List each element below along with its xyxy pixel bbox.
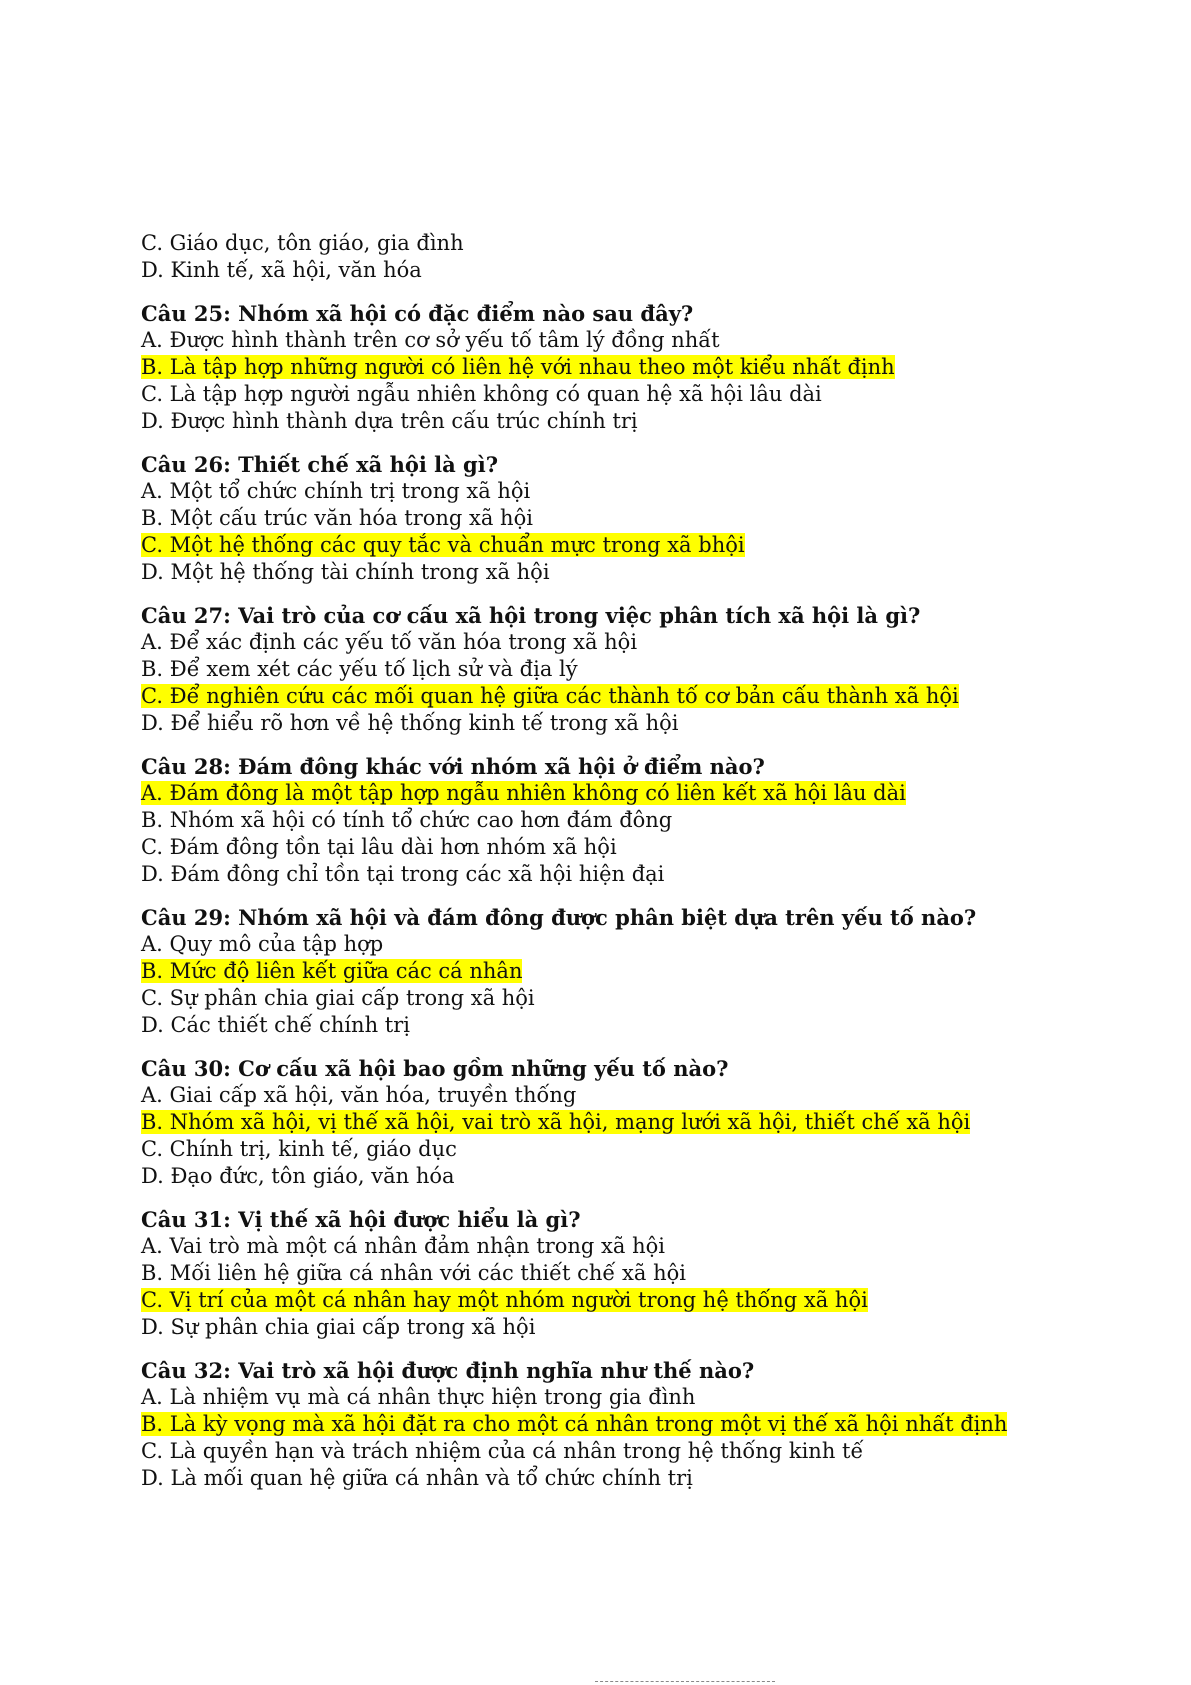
option-text: B. Là tập hợp những người có liên hệ với nhau theo một kiểu nhất định xyxy=(141,355,895,379)
question-title: Câu 29: Nhóm xã hội và đám đông được phân biệt dựa trên yếu tố nào? xyxy=(141,905,977,930)
option-text: D. Đám đông chỉ tồn tại trong các xã hội hiện đại xyxy=(141,862,665,886)
answer-option xyxy=(141,1465,1081,1492)
answer-option xyxy=(141,985,1081,1012)
answer-option xyxy=(141,1012,1081,1039)
answer-option xyxy=(141,1136,1081,1163)
option-text: A. Đám đông là một tập hợp ngẫu nhiên không có liên kết xã hội lâu dài xyxy=(141,781,906,805)
option-text: B. Là kỳ vọng mà xã hội đặt ra cho một cá nhân trong một vị thế xã hội nhất định xyxy=(141,1412,1008,1436)
question-title: Câu 26: Thiết chế xã hội là gì? xyxy=(141,452,499,477)
option-text: C. Sự phân chia giai cấp trong xã hội xyxy=(141,986,535,1010)
question-title: Câu 32: Vai trò xã hội được định nghĩa như thế nào? xyxy=(141,1358,755,1383)
option-text: B. Mức độ liên kết giữa các cá nhân xyxy=(141,959,523,983)
document-page xyxy=(141,230,1081,1492)
lead-options xyxy=(141,230,1081,284)
option-text: B. Để xem xét các yếu tố lịch sử và địa lý xyxy=(141,657,578,681)
question-list xyxy=(141,300,1081,1492)
option-text: C. Là quyền hạn và trách nhiệm của cá nhân trong hệ thống kinh tế xyxy=(141,1439,864,1463)
answer-option-highlighted xyxy=(141,780,1081,807)
answer-option xyxy=(141,1082,1081,1109)
answer-option-highlighted xyxy=(141,1109,1081,1136)
answer-option-highlighted xyxy=(141,1287,1081,1314)
option-text: D. Một hệ thống tài chính trong xã hội xyxy=(141,560,550,584)
option-text: A. Là nhiệm vụ mà cá nhân thực hiện trong gia đình xyxy=(141,1385,696,1409)
answer-option-highlighted xyxy=(141,1411,1081,1438)
answer-option xyxy=(141,478,1081,505)
option-text: C. Vị trí của một cá nhân hay một nhóm người trong hệ thống xã hội xyxy=(141,1288,868,1312)
answer-option-highlighted xyxy=(141,683,1081,710)
answer-option xyxy=(141,1260,1081,1287)
option-text: D. Để hiểu rõ hơn về hệ thống kinh tế trong xã hội xyxy=(141,711,679,735)
option-text: D. Đạo đức, tôn giáo, văn hóa xyxy=(141,1164,455,1188)
answer-option-highlighted xyxy=(141,958,1081,985)
answer-option xyxy=(141,1163,1081,1190)
option-text: D. Các thiết chế chính trị xyxy=(141,1013,410,1037)
answer-option xyxy=(141,327,1081,354)
option-text: B. Nhóm xã hội có tính tổ chức cao hơn đám đông xyxy=(141,808,673,832)
question-block xyxy=(141,1357,1081,1492)
question-title: Câu 30: Cơ cấu xã hội bao gồm những yếu tố nào? xyxy=(141,1056,729,1081)
option-text: C. Là tập hợp người ngẫu nhiên không có quan hệ xã hội lâu dài xyxy=(141,382,822,406)
answer-option xyxy=(141,861,1081,888)
option-text: D. Là mối quan hệ giữa cá nhân và tổ chức chính trị xyxy=(141,1466,693,1490)
answer-option xyxy=(141,629,1081,656)
option-text: A. Để xác định các yếu tố văn hóa trong xã hội xyxy=(141,630,638,654)
option-text: A. Được hình thành trên cơ sở yếu tố tâm lý đồng nhất xyxy=(141,328,720,352)
question-block xyxy=(141,300,1081,435)
option-text: D. Sự phân chia giai cấp trong xã hội xyxy=(141,1315,536,1339)
answer-option xyxy=(141,656,1081,683)
option-text: B. Một cấu trúc văn hóa trong xã hội xyxy=(141,506,533,530)
answer-option xyxy=(141,1314,1081,1341)
answer-option xyxy=(141,1384,1081,1411)
answer-option xyxy=(141,710,1081,737)
option-text: A. Một tổ chức chính trị trong xã hội xyxy=(141,479,531,503)
option-text: C. Một hệ thống các quy tắc và chuẩn mực trong xã bhội xyxy=(141,533,745,557)
answer-option xyxy=(141,931,1081,958)
question-title: Câu 28: Đám đông khác với nhóm xã hội ở điểm nào? xyxy=(141,754,765,779)
answer-option-highlighted xyxy=(141,354,1081,381)
answer-option xyxy=(141,1233,1081,1260)
question-title: Câu 27: Vai trò của cơ cấu xã hội trong việc phân tích xã hội là gì? xyxy=(141,603,921,628)
answer-option xyxy=(141,408,1081,435)
answer-option xyxy=(141,807,1081,834)
option-text: D. Được hình thành dựa trên cấu trúc chính trị xyxy=(141,409,638,433)
question-block xyxy=(141,1206,1081,1341)
option-line: C. Giáo dục, tôn giáo, gia đình xyxy=(141,231,464,255)
answer-option xyxy=(141,834,1081,861)
question-title: Câu 25: Nhóm xã hội có đặc điểm nào sau đây? xyxy=(141,301,694,326)
option-line: D. Kinh tế, xã hội, văn hóa xyxy=(141,258,422,282)
option-text: C. Đám đông tồn tại lâu dài hơn nhóm xã hội xyxy=(141,835,617,859)
option-text: A. Quy mô của tập hợp xyxy=(141,932,384,956)
question-block xyxy=(141,1055,1081,1190)
option-text: C. Để nghiên cứu các mối quan hệ giữa các thành tố cơ bản cấu thành xã hội xyxy=(141,684,959,708)
option-text: A. Giai cấp xã hội, văn hóa, truyền thống xyxy=(141,1083,577,1107)
answer-option xyxy=(141,559,1081,586)
option-text: C. Chính trị, kinh tế, giáo dục xyxy=(141,1137,457,1161)
question-block xyxy=(141,753,1081,888)
page-footer-rule xyxy=(595,1681,775,1682)
option-text: B. Nhóm xã hội, vị thế xã hội, vai trò xã hội, mạng lưới xã hội, thiết chế xã hội xyxy=(141,1110,971,1134)
option-text: B. Mối liên hệ giữa cá nhân với các thiết chế xã hội xyxy=(141,1261,686,1285)
answer-option xyxy=(141,1438,1081,1465)
answer-option xyxy=(141,381,1081,408)
question-block xyxy=(141,602,1081,737)
option-text: A. Vai trò mà một cá nhân đảm nhận trong xã hội xyxy=(141,1234,665,1258)
answer-option-highlighted xyxy=(141,532,1081,559)
question-block xyxy=(141,904,1081,1039)
answer-option xyxy=(141,505,1081,532)
question-title: Câu 31: Vị thế xã hội được hiểu là gì? xyxy=(141,1207,581,1232)
question-block xyxy=(141,451,1081,586)
